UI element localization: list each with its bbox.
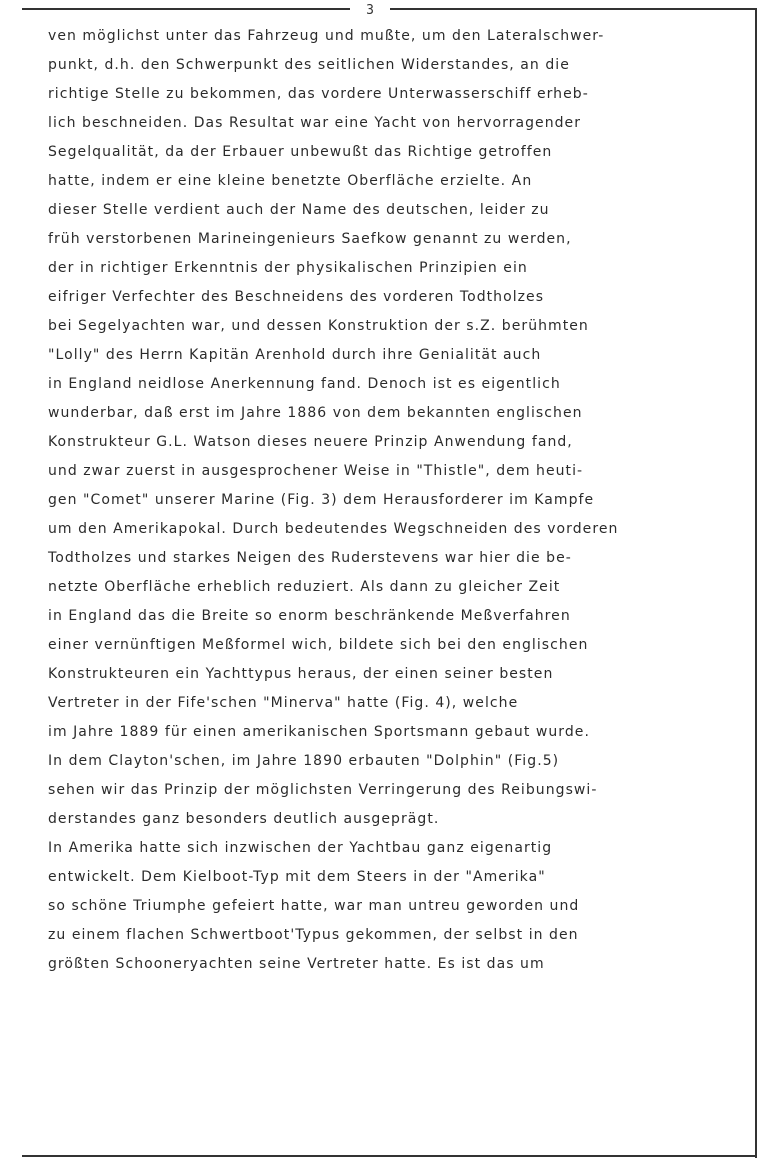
page-number: 3 — [350, 4, 390, 18]
text-line: eifriger Verfechter des Beschneidens des vorderen Todtholzes — [48, 289, 545, 305]
text-line: der in richtiger Erkenntnis der physikalischen Prinzipien ein — [48, 260, 528, 276]
text-line: ven möglichst unter das Fahrzeug und mußte, um den Lateralschwer- — [48, 28, 605, 44]
text-line: dieser Stelle verdient auch der Name des deutschen, leider zu — [48, 202, 550, 218]
text-line: einer vernünftigen Meßformel wich, bildete sich bei den englischen — [48, 637, 589, 653]
text-line: richtige Stelle zu bekommen, das vordere Unterwasserschiff erheb- — [48, 86, 589, 102]
text-line: bei Segelyachten war, und dessen Konstruktion der s.Z. berühmten — [48, 318, 589, 334]
text-line: gen "Comet" unserer Marine (Fig. 3) dem Herausforderer im Kampfe — [48, 492, 595, 508]
text-line: "Lolly" des Herrn Kapitän Arenhold durch ihre Genialität auch — [48, 347, 542, 363]
text-line: In Amerika hatte sich inzwischen der Yachtbau ganz eigenartig — [48, 840, 553, 856]
text-line: früh verstorbenen Marineingenieurs Saefkow genannt zu werden, — [48, 231, 572, 247]
text-line: Konstrukteuren ein Yachttypus heraus, der einen seiner besten — [48, 666, 554, 682]
text-line: Konstrukteur G.L. Watson dieses neuere Prinzip Anwendung fand, — [48, 434, 573, 450]
text-line: hatte, indem er eine kleine benetzte Oberfläche erzielte. An — [48, 173, 533, 189]
text-line: entwickelt. Dem Kielboot-Typ mit dem Steers in der "Amerika" — [48, 869, 546, 885]
text-line: in England neidlose Anerkennung fand. Denoch ist es eigentlich — [48, 376, 561, 392]
text-line: punkt, d.h. den Schwerpunkt des seitlichen Widerstandes, an die — [48, 57, 570, 73]
text-line: und zwar zuerst in ausgesprochener Weise in "Thistle", dem heuti- — [48, 463, 584, 479]
frame-right-border — [755, 8, 757, 1158]
text-line: Todtholzes und starkes Neigen des Ruderstevens war hier die be- — [48, 550, 572, 566]
text-line: In dem Clayton'schen, im Jahre 1890 erbauten "Dolphin" (Fig.5) — [48, 753, 560, 769]
text-line: sehen wir das Prinzip der möglichsten Verringerung des Reibungswi- — [48, 782, 598, 798]
text-line: so schöne Triumphe gefeiert hatte, war man untreu geworden und — [48, 898, 580, 914]
text-line: netzte Oberfläche erheblich reduziert. Als dann zu gleicher Zeit — [48, 579, 561, 595]
text-line: im Jahre 1889 für einen amerikanischen Sportsmann gebaut wurde. — [48, 724, 590, 740]
text-line: in England das die Breite so enorm beschränkende Meßverfahren — [48, 608, 571, 624]
text-line: um den Amerikapokal. Durch bedeutendes Wegschneiden des vorderen — [48, 521, 619, 537]
text-line: lich beschneiden. Das Resultat war eine Yacht von hervorragender — [48, 115, 582, 131]
text-line: wunderbar, daß erst im Jahre 1886 von dem bekannten englischen — [48, 405, 583, 421]
text-line: größten Schooneryachten seine Vertreter hatte. Es ist das um — [48, 956, 545, 972]
text-line: Vertreter in der Fife'schen "Minerva" hatte (Fig. 4), welche — [48, 695, 519, 711]
text-line: zu einem flachen Schwertboot'Typus gekommen, der selbst in den — [48, 927, 579, 943]
frame-bottom-border — [22, 1155, 756, 1157]
text-line: derstandes ganz besonders deutlich ausgeprägt. — [48, 811, 440, 827]
body-text — [48, 22, 754, 979]
text-line: Segelqualität, da der Erbauer unbewußt das Richtige getroffen — [48, 144, 553, 160]
